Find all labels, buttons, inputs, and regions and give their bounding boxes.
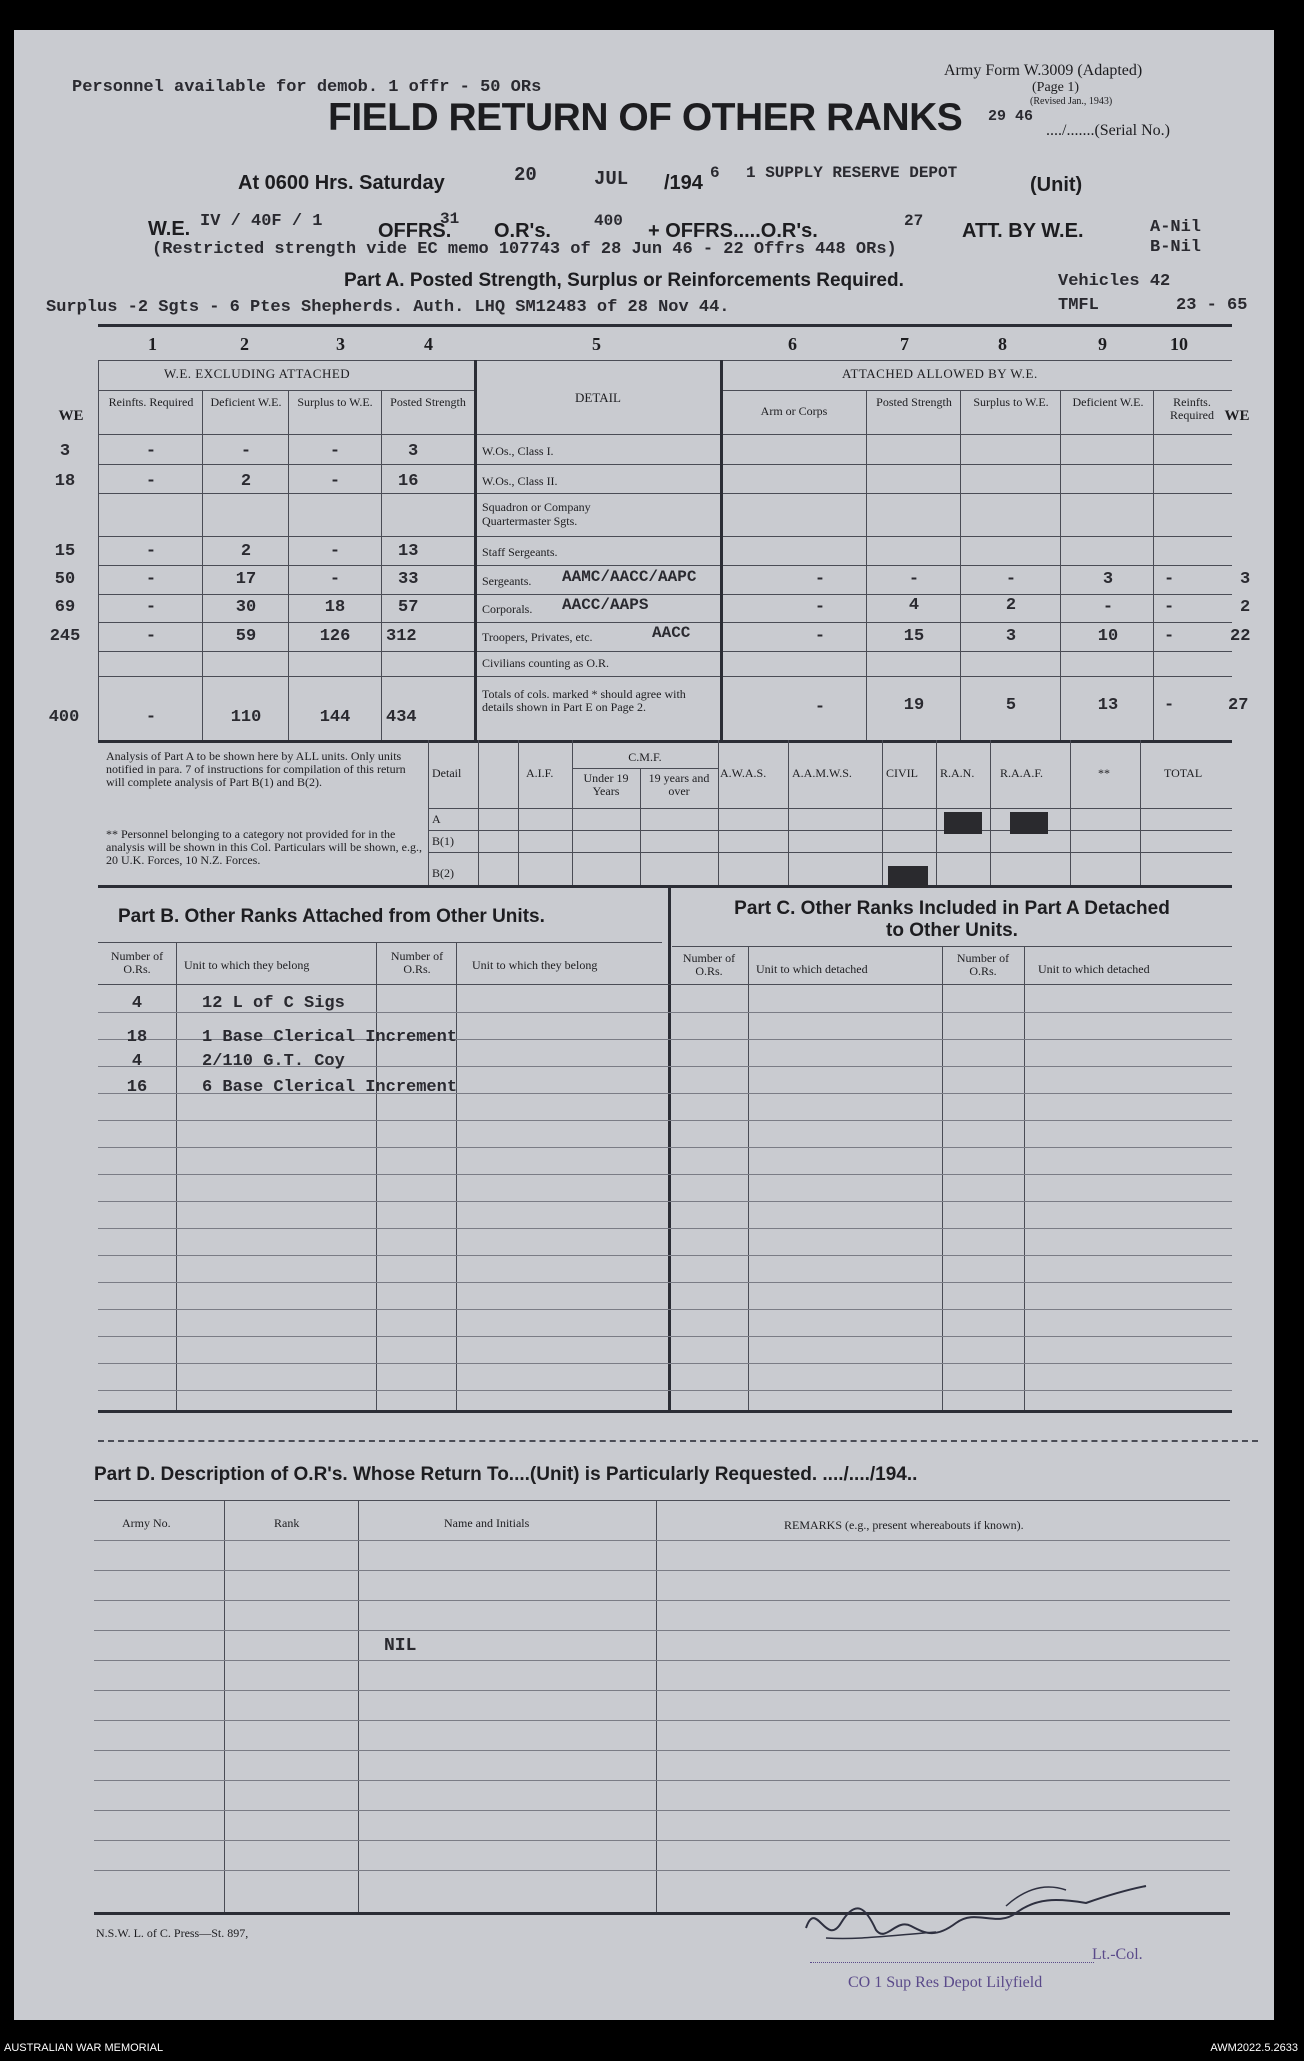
- cell-deficient: -: [240, 442, 252, 461]
- analysis-note-2: ** Personnel belonging to a category not provided for in the analysis will be shown in this Col. Particulars will be shown, e.g., 20 U.K. Forces, 10 N.Z. Forces.: [106, 827, 422, 867]
- part-c-num-header: Number of O.Rs.: [682, 951, 736, 978]
- detail-label: Staff Sergeants.: [482, 545, 558, 559]
- tmfl-value: 23 - 65: [1176, 296, 1248, 315]
- credit-right: AWM2022.5.2633: [1210, 2042, 1298, 2054]
- header-reinfts: Reinfts. Required: [108, 395, 194, 409]
- cell-arm: -: [814, 598, 826, 617]
- offrs-value: 31: [440, 210, 460, 228]
- cell-deficient: 17: [235, 570, 257, 589]
- cell-posted: 3: [408, 442, 419, 461]
- cell-arm: -: [814, 627, 826, 646]
- part-b-unit-header-2: Unit to which they belong: [472, 958, 598, 972]
- redaction-mark: [1010, 812, 1048, 834]
- col-number: 9: [1098, 334, 1107, 354]
- part-c-num-header-2: Number of O.Rs.: [956, 951, 1010, 978]
- we-value: 18: [54, 472, 76, 491]
- we-total-right: 27: [1228, 696, 1249, 715]
- cell-posted-att: 4: [908, 596, 920, 615]
- analysis-aif: A.I.F.: [526, 766, 554, 780]
- header-posted-att: Posted Strength: [876, 395, 952, 409]
- cell-posted-att: 15: [903, 627, 925, 646]
- cell-surplus: -: [329, 442, 341, 461]
- restricted-note: (Restricted strength vide EC memo 107743 of 28 Jun 46 - 22 Offrs 448 ORs): [152, 240, 897, 259]
- analysis-total: TOTAL: [1164, 766, 1203, 780]
- we-value: 50: [54, 570, 76, 589]
- part-d-entry: NIL: [384, 1636, 417, 1656]
- cell-deficient-att: 3: [1102, 570, 1114, 589]
- cell-reinfts-att: -: [1164, 598, 1175, 617]
- demob-note: Personnel available for demob. 1 offr - 50 ORs: [72, 78, 542, 97]
- press-line: N.S.W. L. of C. Press—St. 897,: [96, 1926, 249, 1940]
- header-reinfts-att: Reinfts. Required: [1170, 395, 1214, 422]
- analysis-aamws: A.A.M.W.S.: [792, 766, 852, 780]
- cell-arm: -: [814, 570, 826, 589]
- attached-count: 4: [131, 994, 143, 1013]
- date-year-prefix: /194: [664, 172, 703, 194]
- redaction-mark: [944, 812, 982, 834]
- unit-stamp: CO 1 Sup Res Depot Lilyfield: [848, 1974, 1043, 1991]
- part-c-unit-header-2: Unit to which detached: [1038, 962, 1150, 976]
- detail-typed: AACC/AAPS: [562, 596, 649, 614]
- attached-count: 16: [126, 1078, 148, 1097]
- part-d-army-no: Army No.: [122, 1516, 171, 1530]
- plus-ors-value: 27: [904, 212, 924, 230]
- page-number: (Page 1): [1032, 80, 1080, 95]
- attached-unit: 1 Base Clerical Increment: [202, 1028, 458, 1047]
- tmfl: TMFL: [1058, 296, 1099, 315]
- cell-reinfts: -: [145, 627, 157, 646]
- part-c-title: Part C. Other Ranks Included in Part A Detached: [734, 898, 1170, 919]
- unit-label: (Unit): [1030, 174, 1083, 196]
- detail-label: Troopers, Privates, etc.: [482, 630, 593, 644]
- detail-typed: AACC: [652, 624, 691, 642]
- attached-count: 4: [131, 1052, 143, 1071]
- part-c-title-2: to Other Units.: [886, 920, 1018, 941]
- part-d-rank: Rank: [274, 1516, 300, 1530]
- total-posted-att: 19: [903, 696, 925, 715]
- cell-deficient: 59: [235, 627, 257, 646]
- analysis-note-1: Analysis of Part A to be shown here by ALL units. Only units notified in para. 7 of instructions for compilation of this return will complete analysis of Part B(1) and B(2).: [106, 749, 406, 789]
- total-posted: 434: [386, 708, 417, 727]
- att-label: ATT. BY W.E.: [962, 220, 1084, 242]
- at-line: At 0600 Hrs. Saturday: [238, 172, 445, 194]
- we-value-right: 22: [1230, 627, 1251, 646]
- surplus-note: Surplus -2 Sgts - 6 Ptes Shepherds. Auth. LHQ SM12483 of 28 Nov 44.: [46, 298, 730, 317]
- cell-deficient: 2: [240, 542, 252, 561]
- cell-surplus: -: [329, 542, 341, 561]
- att-b: B-Nil: [1150, 238, 1202, 257]
- date-year: 6: [710, 164, 720, 182]
- cell-deficient: 30: [235, 598, 257, 617]
- cell-deficient-att: 10: [1097, 627, 1119, 646]
- cell-posted-att: -: [908, 570, 920, 589]
- offrs-label: OFFRS.: [378, 220, 452, 242]
- cell-reinfts-att: -: [1164, 570, 1175, 589]
- col-number: 4: [424, 334, 433, 354]
- signatory-rank: Lt.-Col.: [1092, 1946, 1143, 1963]
- col-number: 2: [240, 334, 249, 354]
- total-surplus-att: 5: [1005, 696, 1017, 715]
- cell-posted: 33: [398, 570, 419, 589]
- total-surplus: 144: [319, 708, 351, 727]
- cell-surplus: 126: [319, 627, 351, 646]
- cell-surplus: -: [329, 472, 341, 491]
- credit-left: AUSTRALIAN WAR MEMORIAL: [4, 2042, 164, 2054]
- cell-reinfts: -: [145, 442, 157, 461]
- cell-surplus-att: -: [1005, 570, 1017, 589]
- analysis-under19: Under 19 Years: [583, 771, 629, 798]
- we-value: 3: [59, 442, 71, 461]
- header-posted: Posted Strength: [390, 395, 466, 409]
- part-d-remarks: REMARKS (e.g., present whereabouts if known).: [784, 1518, 1024, 1532]
- part-a-title: Part A. Posted Strength, Surplus or Reinforcements Required.: [344, 270, 904, 291]
- serial-label: ..../.......(Serial No.): [1046, 122, 1170, 139]
- attached-unit: 2/110 G.T. Coy: [202, 1052, 345, 1071]
- we-value: 245: [49, 627, 81, 646]
- we-label: W.E.: [148, 218, 191, 240]
- cell-surplus: 18: [324, 598, 346, 617]
- ors-value: 400: [594, 212, 623, 230]
- total-reinfts: -: [145, 708, 157, 727]
- detail-label: Sergeants.: [482, 574, 532, 588]
- analysis-civil: CIVIL: [886, 766, 918, 780]
- part-b-num-header: Number of O.Rs.: [110, 949, 164, 976]
- cell-reinfts: -: [145, 570, 157, 589]
- header-deficient: Deficient W.E.: [210, 395, 282, 409]
- cell-reinfts: -: [145, 542, 157, 561]
- cut-line: [98, 1440, 1258, 1442]
- we-col-label: WE: [58, 408, 84, 424]
- cell-reinfts: -: [145, 472, 157, 491]
- detail-label: W.Os., Class II.: [482, 474, 558, 488]
- part-d-name: Name and Initials: [444, 1516, 530, 1530]
- cell-posted: 57: [398, 598, 419, 617]
- form-sheet: [14, 30, 1274, 2020]
- cell-surplus-att: 3: [1005, 627, 1017, 646]
- cell-posted: 312: [386, 627, 417, 646]
- analysis-row-b2: B(2): [432, 866, 454, 880]
- redaction-mark: [888, 866, 928, 888]
- we-value: 69: [54, 598, 76, 617]
- col-number: 3: [336, 334, 345, 354]
- analysis-stars: **: [1098, 766, 1110, 780]
- total-arm: -: [814, 698, 826, 717]
- col-number: 1: [148, 334, 157, 354]
- analysis-cmf: C.M.F.: [628, 750, 662, 764]
- detail-label: Civilians counting as O.R.: [482, 656, 609, 670]
- part-d-title: Part D. Description of O.R's. Whose Return To....(Unit) is Particularly Requested. ..../..../194..: [94, 1464, 918, 1485]
- header-detail: DETAIL: [575, 390, 621, 405]
- analysis-row-a: A: [432, 812, 441, 826]
- we-value-right: 3: [1240, 570, 1251, 589]
- we-col-label-right: WE: [1224, 408, 1250, 424]
- page-title: FIELD RETURN OF OTHER RANKS: [328, 96, 963, 139]
- we-value-right: 2: [1240, 598, 1251, 617]
- part-b-title: Part B. Other Ranks Attached from Other Units.: [118, 906, 545, 927]
- we-value: IV / 40F / 1: [200, 212, 323, 231]
- cell-reinfts: -: [145, 598, 157, 617]
- cell-surplus: -: [329, 570, 341, 589]
- vehicles: Vehicles 42: [1058, 272, 1171, 291]
- revised-note: (Revised Jan., 1943): [1030, 96, 1113, 107]
- analysis-row-b1: B(1): [432, 834, 454, 848]
- analysis-detail: Detail: [432, 766, 462, 780]
- col-number: 7: [900, 334, 909, 354]
- att-a: A-Nil: [1150, 218, 1202, 237]
- analysis-ran: R.A.N.: [940, 766, 975, 780]
- part-c-unit-header: Unit to which detached: [756, 962, 868, 976]
- total-deficient: 110: [230, 708, 262, 727]
- date-month: JUL: [594, 168, 629, 190]
- part-b-num-header-2: Number of O.Rs.: [390, 949, 444, 976]
- we-total: 400: [48, 708, 80, 727]
- cell-posted: 16: [398, 472, 419, 491]
- unit-name: 1 SUPPLY RESERVE DEPOT: [746, 164, 958, 182]
- detail-label: W.Os., Class I.: [482, 444, 554, 458]
- attached-count: 18: [126, 1028, 148, 1047]
- date-day: 20: [514, 164, 537, 186]
- attached-unit: 6 Base Clerical Increment: [202, 1078, 458, 1097]
- form-id: Army Form W.3009 (Adapted): [944, 62, 1143, 79]
- cell-deficient-att: -: [1102, 598, 1114, 617]
- ors-label: O.R's.: [494, 220, 551, 242]
- cell-reinfts-att: -: [1164, 627, 1175, 646]
- total-reinfts-att: -: [1164, 696, 1175, 715]
- total-deficient-att: 13: [1097, 696, 1119, 715]
- header-arm: Arm or Corps: [760, 404, 828, 418]
- col-number: 6: [788, 334, 797, 354]
- col-number: 10: [1170, 334, 1188, 354]
- col-number: 5: [592, 334, 601, 354]
- header-surplus: Surplus to W.E.: [297, 395, 373, 409]
- serial-value: 29 46: [988, 108, 1034, 125]
- attached-unit: 12 L of C Sigs: [202, 994, 345, 1013]
- signature-line: [810, 1962, 1094, 1963]
- detail-label: Squadron or Company Quartermaster Sgts.: [482, 500, 591, 528]
- header-deficient-att: Deficient W.E.: [1072, 395, 1144, 409]
- detail-label: Corporals.: [482, 602, 533, 616]
- totals-note: Totals of cols. marked * should agree with details shown in Part E on Page 2.: [482, 687, 686, 714]
- cell-deficient: 2: [240, 472, 252, 491]
- cell-posted: 13: [398, 542, 419, 561]
- group-header-attached: ATTACHED ALLOWED BY W.E.: [842, 366, 1038, 381]
- group-header-we: W.E. EXCLUDING ATTACHED: [164, 366, 351, 381]
- detail-typed: AAMC/AACC/AAPC: [562, 568, 697, 586]
- cell-surplus-att: 2: [1005, 596, 1017, 615]
- analysis-raaf: R.A.A.F.: [1000, 766, 1044, 780]
- part-b-unit-header: Unit to which they belong: [184, 958, 310, 972]
- header-surplus-att: Surplus to W.E.: [973, 395, 1049, 409]
- we-value: 15: [54, 542, 76, 561]
- analysis-over19: 19 years and over: [648, 771, 710, 798]
- plus-offrs-label: + OFFRS.....O.R's.: [648, 220, 818, 242]
- analysis-awas: A.W.A.S.: [720, 766, 767, 780]
- col-number: 8: [998, 334, 1007, 354]
